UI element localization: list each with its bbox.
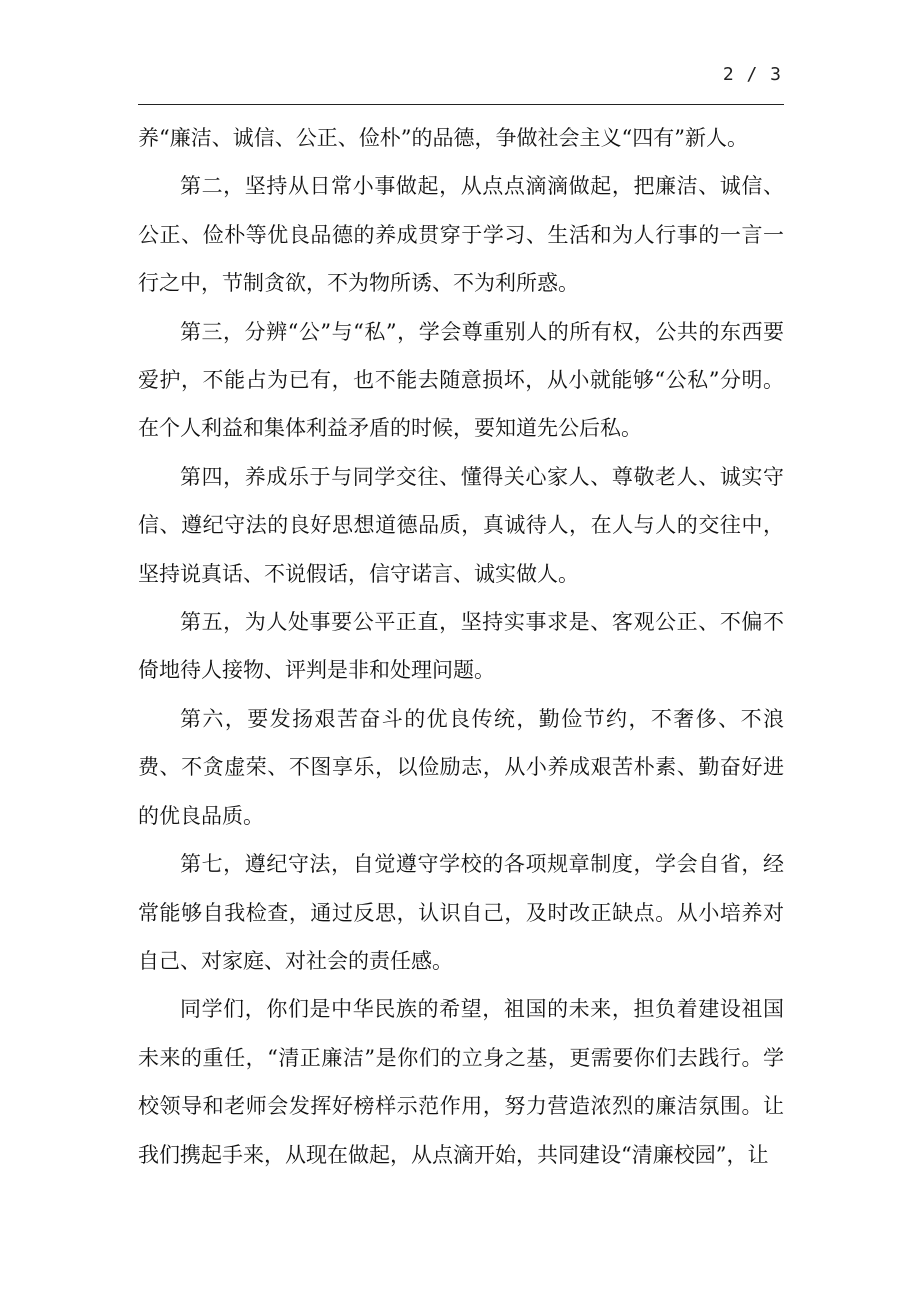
paragraph-point-4: 第四，养成乐于与同学交往、懂得关心家人、尊敬老人、诚实守信、遵纪守法的良好思想道德品质，真诚待人，在人与人的交往中，坚持说真话、不说假话，信守诺言、诚实做人。 — [138, 464, 784, 586]
paragraph-point-6: 第六，要发扬艰苦奋斗的优良传统，勤俭节约，不奢侈、不浪费、不贪虚荣、不图享乐，以俭励志，从小养成艰苦朴素、勤奋好进的优良品质。 — [138, 706, 784, 828]
paragraph-point-7: 第七，遵纪守法，自觉遵守学校的各项规章制度，学会自省，经常能够自我检查，通过反思，认识自己，及时改正缺点。从小培养对自己、对家庭、对社会的责任感。 — [138, 852, 784, 973]
header-rule — [138, 104, 784, 105]
paragraph-point-5: 第五，为人处事要公平正直，坚持实事求是、客观公正、不偏不倚地待人接物、评判是非和处理问题。 — [138, 610, 784, 683]
document-body — [138, 114, 784, 1179]
paragraph-continuation: 养“廉洁、诚信、公正、俭朴”的品德，争做社会主义“四有”新人。 — [138, 126, 748, 150]
paragraph-point-3: 第三，分辨“公”与“私”，学会尊重别人的所有权，公共的东西要爱护，不能占为已有，也不能去随意损坏，从小就能够“公私”分明。在个人利益和集体利益矛盾的时候，要知道先公后私。 — [138, 319, 784, 441]
paragraph-closing: 同学们，你们是中华民族的希望，祖国的未来，担负着建设祖国未来的重任，“清正廉洁”是你们的立身之基，更需要你们去践行。学校领导和老师会发挥好榜样示范作用，努力营造浓烈的廉洁氛围。让我们携起手来，从现在做起，从点滴开始，共同建设“清廉校园”，让 — [138, 997, 784, 1167]
page-number: 2 / 3 — [722, 64, 782, 85]
paragraph-point-2: 第二，坚持从日常小事做起，从点点滴滴做起，把廉洁、诚信、公正、俭朴等优良品德的养成贯穿于学习、生活和为人行事的一言一行之中，节制贪欲，不为物所诱、不为利所惑。 — [138, 174, 784, 296]
